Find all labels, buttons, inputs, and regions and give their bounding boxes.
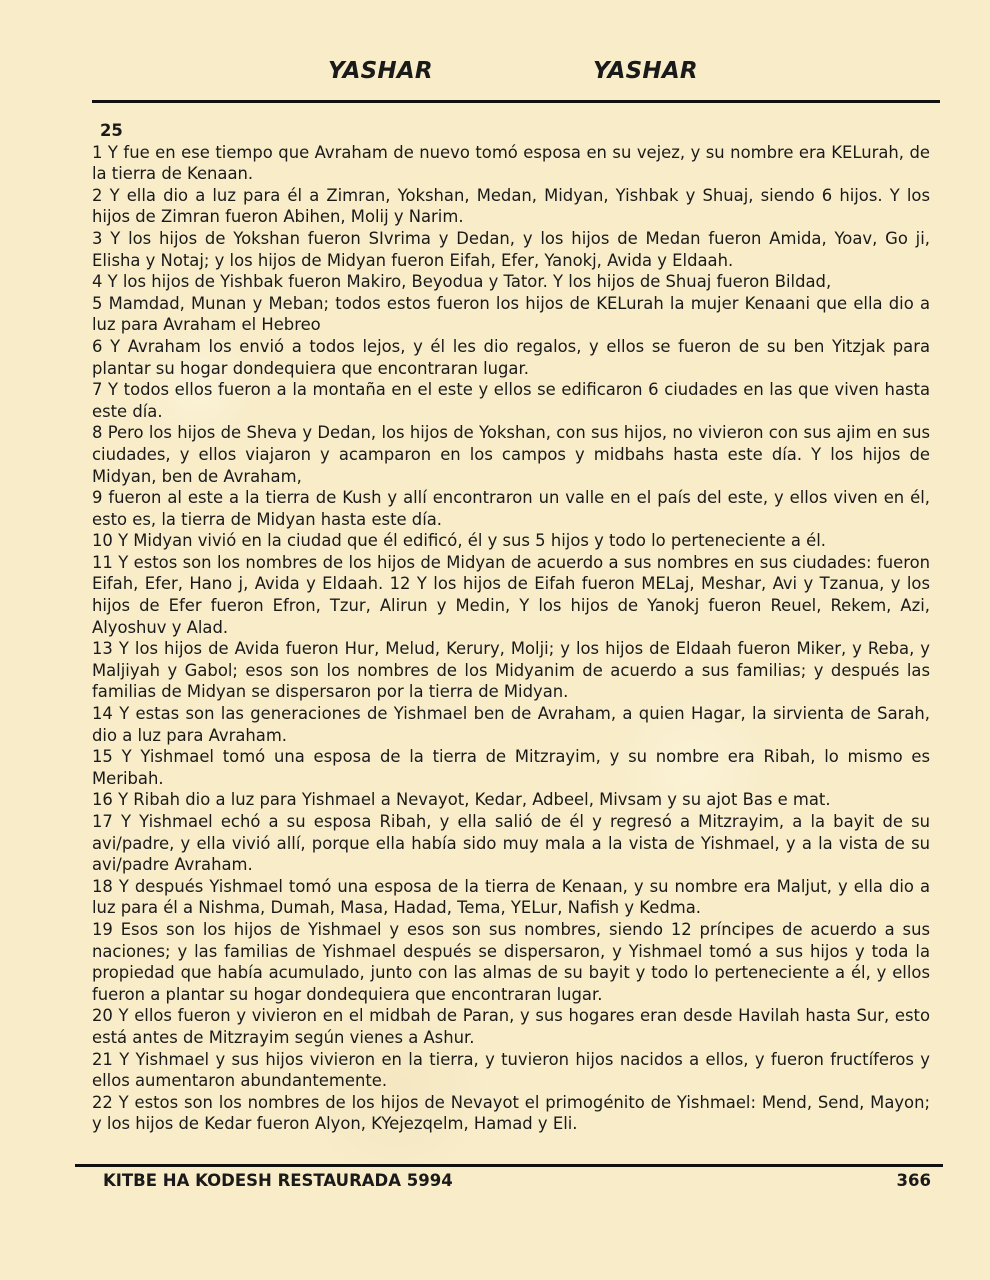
- header-divider: [92, 100, 940, 103]
- page-body: [92, 120, 930, 1135]
- verse: 18 Y después Yishmael tomó una esposa de la tierra de Kenaan, y su nombre era Maljut, y ella dio a luz para él a Nishma, Dumah, Masa, Hadad, Tema, YELur, Nafish y Kedma.: [92, 876, 930, 918]
- verse: 6 Y Avraham los envió a todos lejos, y él les dio regalos, y ellos se fueron de su ben Yitzjak para plantar su hogar dondequiera que encontraran lugar.: [92, 336, 930, 378]
- header-title-left: YASHAR: [328, 58, 433, 84]
- chapter-number: 25: [100, 121, 123, 140]
- page-footer: [103, 1171, 931, 1195]
- verse: 5 Mamdad, Munan y Meban; todos estos fueron los hijos de KELurah la mujer Kenaani que ella dio a luz para Avraham el Hebreo: [92, 293, 930, 335]
- verse: 3 Y los hijos de Yokshan fueron SIvrima y Dedan, y los hijos de Medan fueron Amida, Yoav, Go ji, Elisha y Notaj; y los hijos de Midyan fueron Eifah, Efer, Yanokj, Avida y Eldaah.: [92, 228, 930, 270]
- verse: 7 Y todos ellos fueron a la montaña en el este y ellos se edificaron 6 ciudades en las que viven hasta este día.: [92, 380, 930, 421]
- header-title-right: YASHAR: [593, 58, 698, 84]
- verse: 4 Y los hijos de Yishbak fueron Makiro, Beyodua y Tator. Y los hijos de Shuaj fueron Bildad,: [92, 272, 832, 292]
- footer-book-title: KITBE HA KODESH RESTAURADA 5994: [103, 1171, 453, 1190]
- verse: 14 Y estas son las generaciones de Yishmael ben de Avraham, a quien Hagar, la sirvienta de Sarah, dio a luz para Avraham.: [92, 704, 930, 745]
- verse: 15 Y Yishmael tomó una esposa de la tierra de Mitzrayim, y su nombre era Ribah, lo mismo es Meribah.: [92, 747, 930, 788]
- verse: 13 Y los hijos de Avida fueron Hur, Melud, Kerury, Molji; y los hijos de Eldaah fueron Miker, y Reba, y Maljiyah y Gabol; esos son los nombres de los Midyanim de acuerdo a sus familias; y después las familias de Midyan se dispersaron por la tierra de Midyan.: [92, 639, 930, 702]
- verse: 20 Y ellos fueron y vivieron en el midbah de Paran, y sus hogares eran desde Havilah hasta Sur, esto está antes de Mitzrayim según vienes a Ashur.: [92, 1006, 930, 1047]
- verse: 1 Y fue en ese tiempo que Avraham de nuevo tomó esposa en su vejez, y su nombre era KELurah, de la tierra de Kenaan.: [92, 142, 930, 184]
- footer-divider: [75, 1164, 943, 1167]
- verse: 19 Esos son los hijos de Yishmael y esos son sus nombres, siendo 12 príncipes de acuerdo a sus naciones; y las familias de Yishmael después se dispersaron, y Yishmael tomó a sus hijos y toda la propiedad que había acumulado, junto con las almas de su bayit y todo lo perteneciente a él, y ellos fueron a plantar su hogar dondequiera que encontraran lugar.: [92, 919, 930, 1004]
- verse: 21 Y Yishmael y sus hijos vivieron en la tierra, y tuvieron hijos nacidos a ellos, y fueron fructíferos y ellos aumentaron abundantemente.: [92, 1049, 930, 1091]
- verse: 8 Pero los hijos de Sheva y Dedan, los hijos de Yokshan, con sus hijos, no vivieron con sus ajim en sus ciudades, y ellos viajaron y acamparon en los campos y midbahs hasta este día. Y los hijos de Midyan, ben de Avraham,: [92, 423, 930, 486]
- verse: 17 Y Yishmael echó a su esposa Ribah, y ella salió de él y regresó a Mitzrayim, a la bayit de su avi/padre, y ella vivió allí, porque ella había sido muy mala a la vista de Yishmael, y a la vista de su avi/padre Avraham.: [92, 812, 930, 875]
- verse: 10 Y Midyan vivió en la ciudad que él edificó, él y sus 5 hijos y todo lo perteneciente a él.: [92, 531, 826, 551]
- verse: 9 fueron al este a la tierra de Kush y allí encontraron un valle en el país del este, y ellos viven en él, esto es, la tierra de Midyan hasta este día.: [92, 488, 930, 529]
- verse: 22 Y estos son los nombres de los hijos de Nevayot el primogénito de Yishmael: Mend, Send, Mayon; y los hijos de Kedar fueron Alyon, KYejezqelm, Hamad y Eli.: [92, 1092, 930, 1134]
- verse: 2 Y ella dio a luz para él a Zimran, Yokshan, Medan, Midyan, Yishbak y Shuaj, siendo 6 hijos. Y los hijos de Zimran fueron Abihen, Molij y Narim.: [92, 185, 930, 227]
- page-header: [0, 58, 990, 92]
- verse: 16 Y Ribah dio a luz para Yishmael a Nevayot, Kedar, Adbeel, Mivsam y su ajot Bas e mat.: [92, 790, 831, 810]
- verse: 11 Y estos son los nombres de los hijos de Midyan de acuerdo a sus nombres en sus ciudades: fueron Eifah, Efer, Hano j, Avida y Eldaah. 12 Y los hijos de Eifah fueron MELaj, Meshar, Avi y Tzanua, y los hijos de Efer fueron Efron, Tzur, Alirun y Medin, Y los hijos de Yanokj fueron Reuel, Rekem, Azi, Alyoshuv y Alad.: [92, 552, 930, 637]
- page-number: 366: [896, 1171, 931, 1190]
